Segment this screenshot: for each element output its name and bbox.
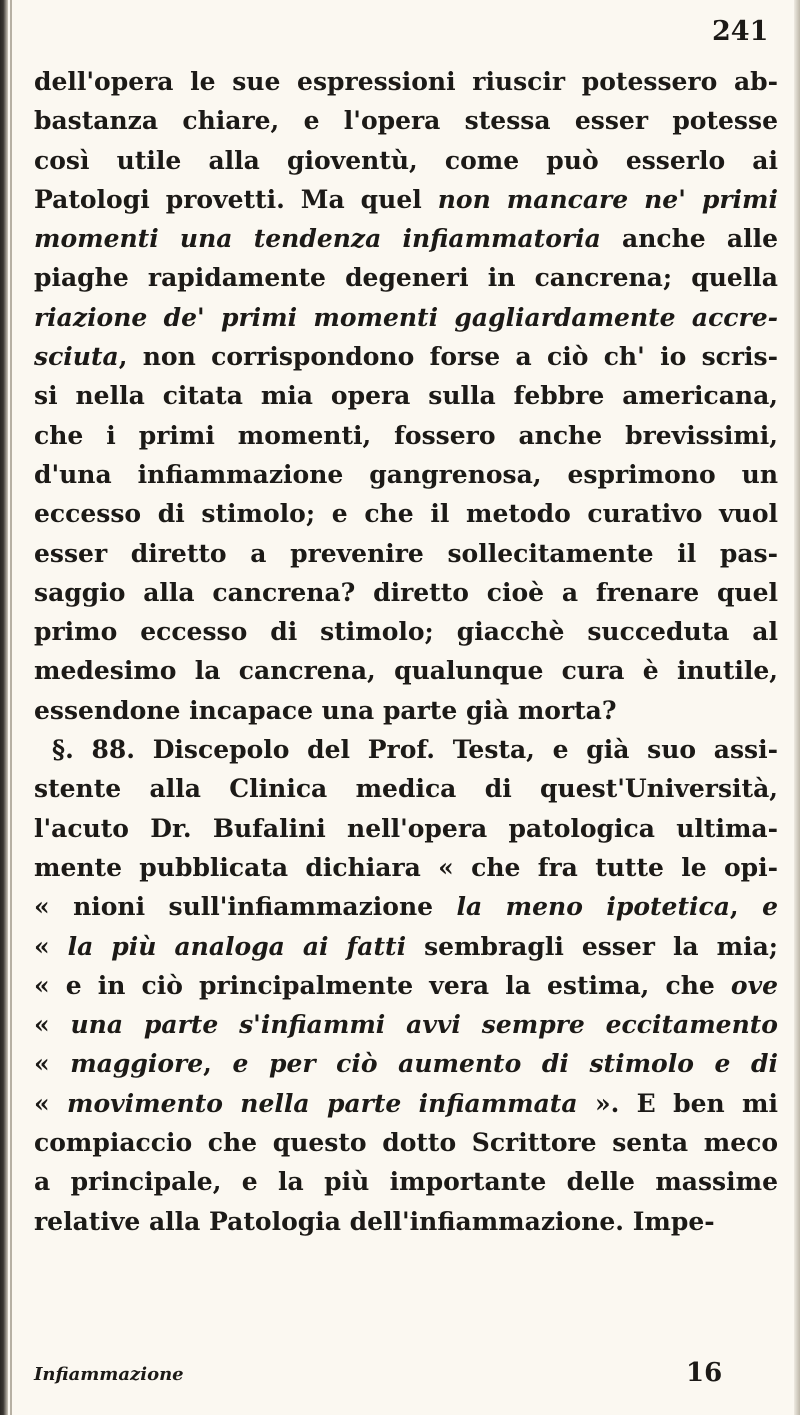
text-segment: sembragli esser la mia; (406, 931, 778, 961)
italic-text-segment: la più analoga ai fatti (67, 931, 407, 961)
text-segment: « (34, 931, 68, 961)
text-segment: , non corrispondono forse a ciò ch' io scris- (118, 342, 778, 372)
text-line (34, 1084, 778, 1123)
text-segment: saggio alla cancrena? diretto cioè a frenare quel (34, 577, 778, 607)
text-line (34, 534, 778, 573)
text-segment: anche alle (600, 224, 778, 254)
text-segment: d'una infiammazione gangrenosa, esprimono un (34, 459, 778, 489)
italic-text-segment: movimento nella parte infiammata (67, 1088, 578, 1118)
text-segment: §. 88. Discepolo del Prof. Testa, e già suo assi- (52, 735, 778, 765)
text-line (34, 1162, 778, 1201)
text-segment: dell'opera le sue espressioni riuscir potessero ab- (34, 67, 778, 96)
text-line (34, 651, 778, 690)
text-line (34, 848, 778, 887)
text-line (34, 298, 778, 337)
text-segment: bastanza chiare, e l'opera stessa esser potesse (34, 106, 778, 136)
page-number: 241 (712, 16, 769, 47)
signature-mark: Infiammazione (34, 1364, 184, 1385)
body-text (34, 62, 778, 1241)
text-segment: piaghe rapidamente degeneri in cancrena; quella (34, 263, 778, 293)
text-segment: « (34, 1088, 68, 1118)
text-segment: primo eccesso di stimolo; giacchè succeduta al (34, 617, 778, 647)
text-line (34, 1123, 778, 1162)
text-segment: « (34, 1049, 71, 1079)
italic-text-segment: maggiore (70, 1049, 204, 1079)
text-line (34, 141, 778, 180)
text-segment: eccesso di stimolo; e che il metodo curativo vuol (34, 499, 778, 529)
text-line (34, 258, 778, 297)
text-segment: che i primi momenti, fossero anche brevissimi, (34, 420, 778, 450)
italic-text-segment: momenti una tendenza infiammatoria (34, 224, 601, 254)
text-line (34, 573, 778, 612)
text-segment: stente alla Clinica medica di quest'Università, (34, 774, 778, 804)
text-line (34, 612, 778, 651)
text-line (34, 62, 778, 101)
text-segment: medesimo la cancrena, qualunque cura è inutile, (34, 656, 778, 686)
text-line (34, 455, 778, 494)
text-segment: « e in ciò principalmente vera la estima, che (34, 970, 731, 1000)
text-segment: l'acuto Dr. Bufalini nell'opera patologica ultima- (34, 813, 778, 843)
text-segment: Patologi provetti. Ma quel (34, 184, 438, 214)
text-line (34, 180, 778, 219)
text-segment: , (729, 892, 763, 922)
text-line (34, 1044, 778, 1083)
italic-text-segment: e (762, 892, 778, 922)
text-segment: compiaccio che questo dotto Scrittore senta meco (34, 1128, 778, 1158)
text-line (34, 1202, 778, 1241)
text-line (34, 809, 778, 848)
text-segment: « (34, 1010, 71, 1040)
text-segment: « nioni sull'infiammazione (34, 892, 457, 922)
text-segment: esser diretto a prevenire sollecitamente il pas- (34, 538, 778, 568)
page-edge-shadow (794, 0, 800, 1415)
text-line (34, 494, 778, 533)
text-segment: mente pubblicata dichiara « che fra tutte le opi- (34, 852, 778, 882)
sheet-number: 16 (686, 1358, 723, 1388)
text-line (34, 730, 778, 769)
italic-text-segment: la meno ipotetica (456, 892, 730, 922)
text-segment: si nella citata mia opera sulla febbre americana, (34, 381, 778, 411)
italic-text-segment: una parte s'infiammi avvi sempre eccitamento (70, 1010, 778, 1040)
binding-gutter (0, 0, 8, 1415)
text-segment: così utile alla gioventù, come può esserlo ai (34, 145, 778, 175)
text-line (34, 691, 778, 730)
text-segment: a principale, e la più importante delle massime (34, 1167, 778, 1197)
italic-text-segment: sciuta (34, 342, 119, 372)
text-line (34, 927, 778, 966)
text-line (34, 219, 778, 258)
text-line (34, 887, 778, 926)
text-segment: relative alla Patologia dell'infiammazione. Impe- (34, 1206, 715, 1236)
text-line (34, 1005, 778, 1044)
text-line (34, 101, 778, 140)
binding-edge-line (10, 0, 12, 1415)
text-segment: , (203, 1049, 233, 1079)
page-footer (34, 1358, 778, 1392)
text-line (34, 376, 778, 415)
text-line (34, 769, 778, 808)
text-segment: essendone incapace una parte già morta? (34, 695, 617, 725)
italic-text-segment: non mancare ne' primi (437, 184, 778, 214)
italic-text-segment: riazione de' primi momenti gagliardamente accre- (34, 302, 778, 332)
italic-text-segment: e per ciò aumento di stimolo e di (232, 1049, 778, 1079)
text-line (34, 337, 778, 376)
text-line (34, 416, 778, 455)
text-line (34, 966, 778, 1005)
text-segment: ». E ben mi (577, 1088, 778, 1118)
italic-text-segment: ove (730, 970, 778, 1000)
